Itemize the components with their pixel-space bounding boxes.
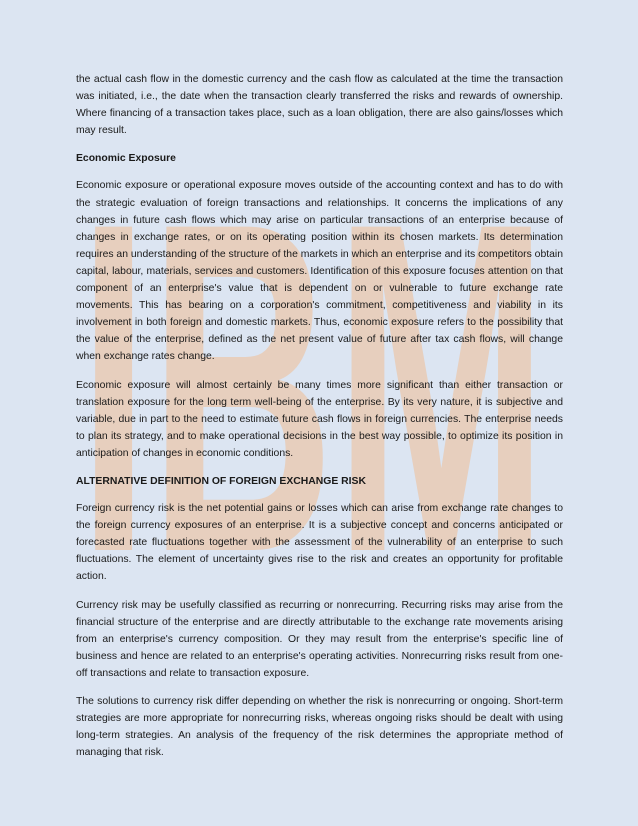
heading-economic-exposure: Economic Exposure	[76, 153, 176, 165]
heading-alternative-definition: ALTERNATIVE DEFINITION OF FOREIGN EXCHANGE RISK	[76, 475, 366, 487]
paragraph-currency-risk-classification: Currency risk may be usefully classified as recurring or nonrecurring. Recurring risks may arise from the financial structure of the enterprise and are directly attributable to the exchange rate movements arising from an enterprise's currency composition. Or they may result from the enterprise's specific line of business and hence are related to an enterprise's operating activities. Nonrecurring risks result from one-off transactions and relate to transaction exposure.	[76, 599, 563, 679]
paragraph-economic-exposure-significance: Economic exposure will almost certainly be many times more significant than either transaction or translation exposure for the long term well-being of the enterprise. By its very nature, it is subjective and variable, due in part to the need to estimate future cash flows in foreign currencies. The enterprise needs to plan its strategy, and to make operational decisions in the best way possible, to optimize its position in anticipation of changes in economic conditions.	[76, 379, 563, 459]
paragraph-foreign-currency-risk: Foreign currency risk is the net potential gains or losses which can arise from exchange rate changes to the foreign currency exposures of an enterprise. It is a subjective concept and concerns anticipated or forecasted rate fluctuations together with the assessment of the vulnerability of an enterprise to such fluctuations. The element of uncertainty gives rise to the risk and creates an opportunity for profitable action.	[76, 503, 563, 583]
paragraph-currency-risk-solutions: The solutions to currency risk differ depending on whether the risk is nonrecurring or ongoing. Short-term strategies are more appropriate for nonrecurring risks, whereas ongoing risks should be dealt with using long-term strategies. An analysis of the frequency of the risk determines the appropriate method of managing that risk.	[76, 696, 563, 759]
watermark-text: IBM	[78, 205, 548, 565]
page-content	[76, 71, 563, 772]
paragraph-economic-exposure-definition: Economic exposure or operational exposure moves outside of the accounting context and has to do with the strategic evaluation of foreign transactions and relationships. It concerns the implications of any changes in future cash flows which may arise on particular transactions of an enterprise because of changes in exchange rates, or on its operating position within its chosen markets. Its determination requires an understanding of the structure of the markets in which an enterprise and its competitors obtain capital, labour, materials, services and customers. Identification of this exposure focuses attention on that component of an enterprise's value that is dependent on or vulnerable to future exchange rate movements. This has bearing on a corporation's commitment, competitiveness and viability in its involvement in both foreign and domestic markets. Thus, economic exposure refers to the possibility that the value of the enterprise, defined as the net present value of future after tax cash flows, will change when exchange rates change.	[76, 180, 563, 363]
paragraph-intro-continuation: the actual cash flow in the domestic currency and the cash flow as calculated at the time the transaction was initiated, i.e., the date when the transaction clearly transferred the risks and rewards of ownership. Where financing of a transaction takes place, such as a loan obligation, there are also gains/losses which may result.	[76, 74, 563, 137]
